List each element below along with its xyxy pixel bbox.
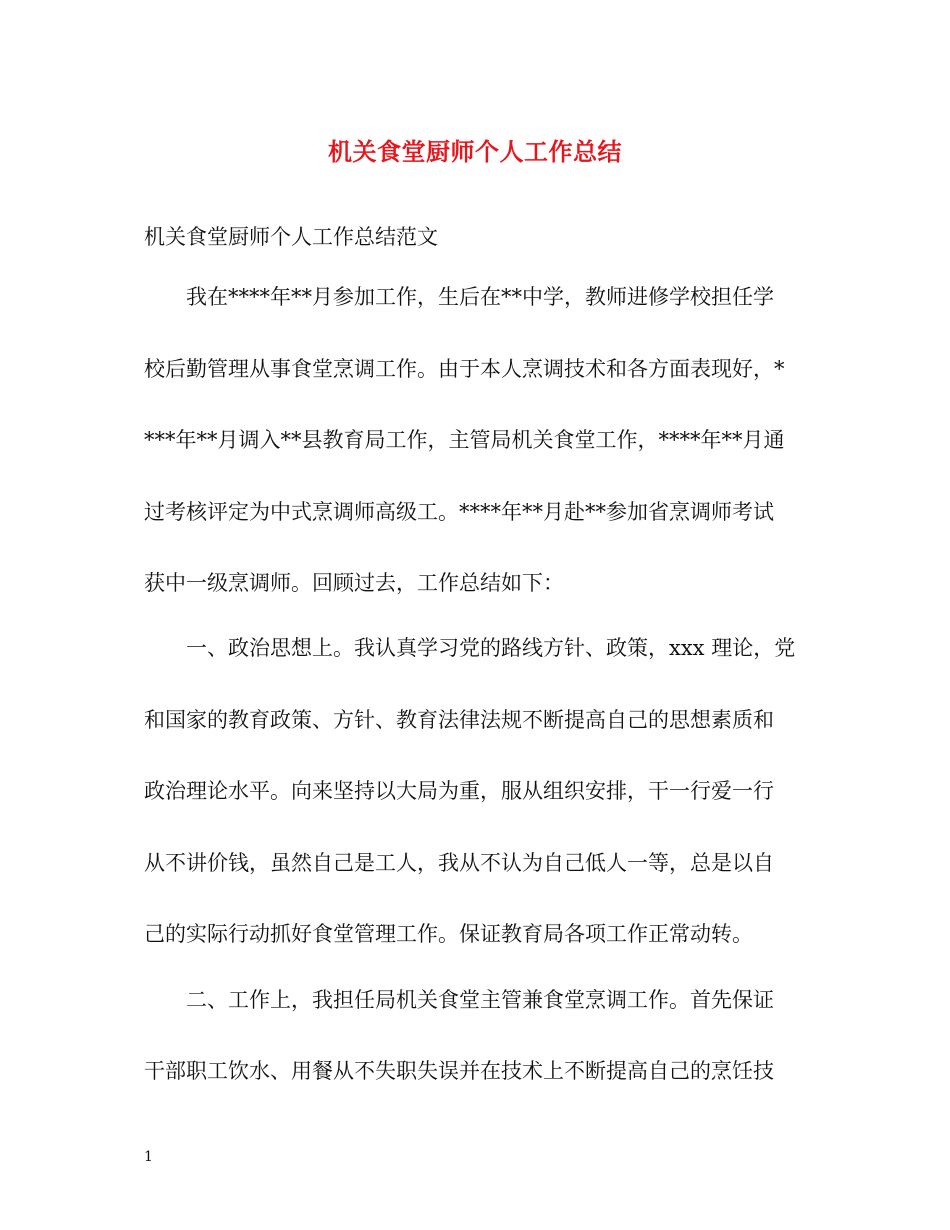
paragraph-3-line-2: 干部职工饮水、用餐从不失职失误并在技术上不断提高自己的烹饪技 [144, 1059, 774, 1083]
paragraph-2-line-4: 从不讲价钱，虽然自己是工人，我从不认为自己低人一等，总是以自 [144, 851, 774, 875]
paragraph-1-line-3: ***年**月调入**县教育局工作，主管局机关食堂工作，****年**月通 [144, 428, 785, 452]
paragraph-2-line-2: 和国家的教育政策、方针、教育法律法规不断提高自己的思想素质和 [144, 708, 774, 732]
paragraph-2-line-5: 己的实际行动抓好食堂管理工作。保证教育局各项工作正常动转。 [144, 922, 753, 946]
paragraph-2-line-1: 一、政治思想上。我认真学习党的路线方针、政策，xxx 理论，党 [186, 636, 796, 660]
paragraph-2-line-3: 政治理论水平。向来坚持以大局为重，服从组织安排，干一行爱一行 [144, 779, 774, 803]
paragraph-1-line-1: 我在****年**月参加工作，生后在**中学，教师进修学校担任学 [186, 285, 774, 309]
paragraph-1-line-4: 过考核评定为中式烹调师高级工。****年**月赴**参加省烹调师考试 [144, 500, 774, 524]
document-title: 机关食堂厨师个人工作总结 [328, 137, 622, 166]
page-number: 1 [144, 1149, 153, 1165]
paragraph-1-line-2: 校后勤管理从事食堂烹调工作。由于本人烹调技术和各方面表现好，* [144, 357, 785, 381]
subtitle-line: 机关食堂厨师个人工作总结范文 [144, 225, 438, 249]
paragraph-3-line-1: 二、工作上，我担任局机关食堂主管兼食堂烹调工作。首先保证 [186, 988, 774, 1012]
paragraph-1-line-5: 获中一级烹调师。回顾过去，工作总结如下： [144, 571, 564, 595]
